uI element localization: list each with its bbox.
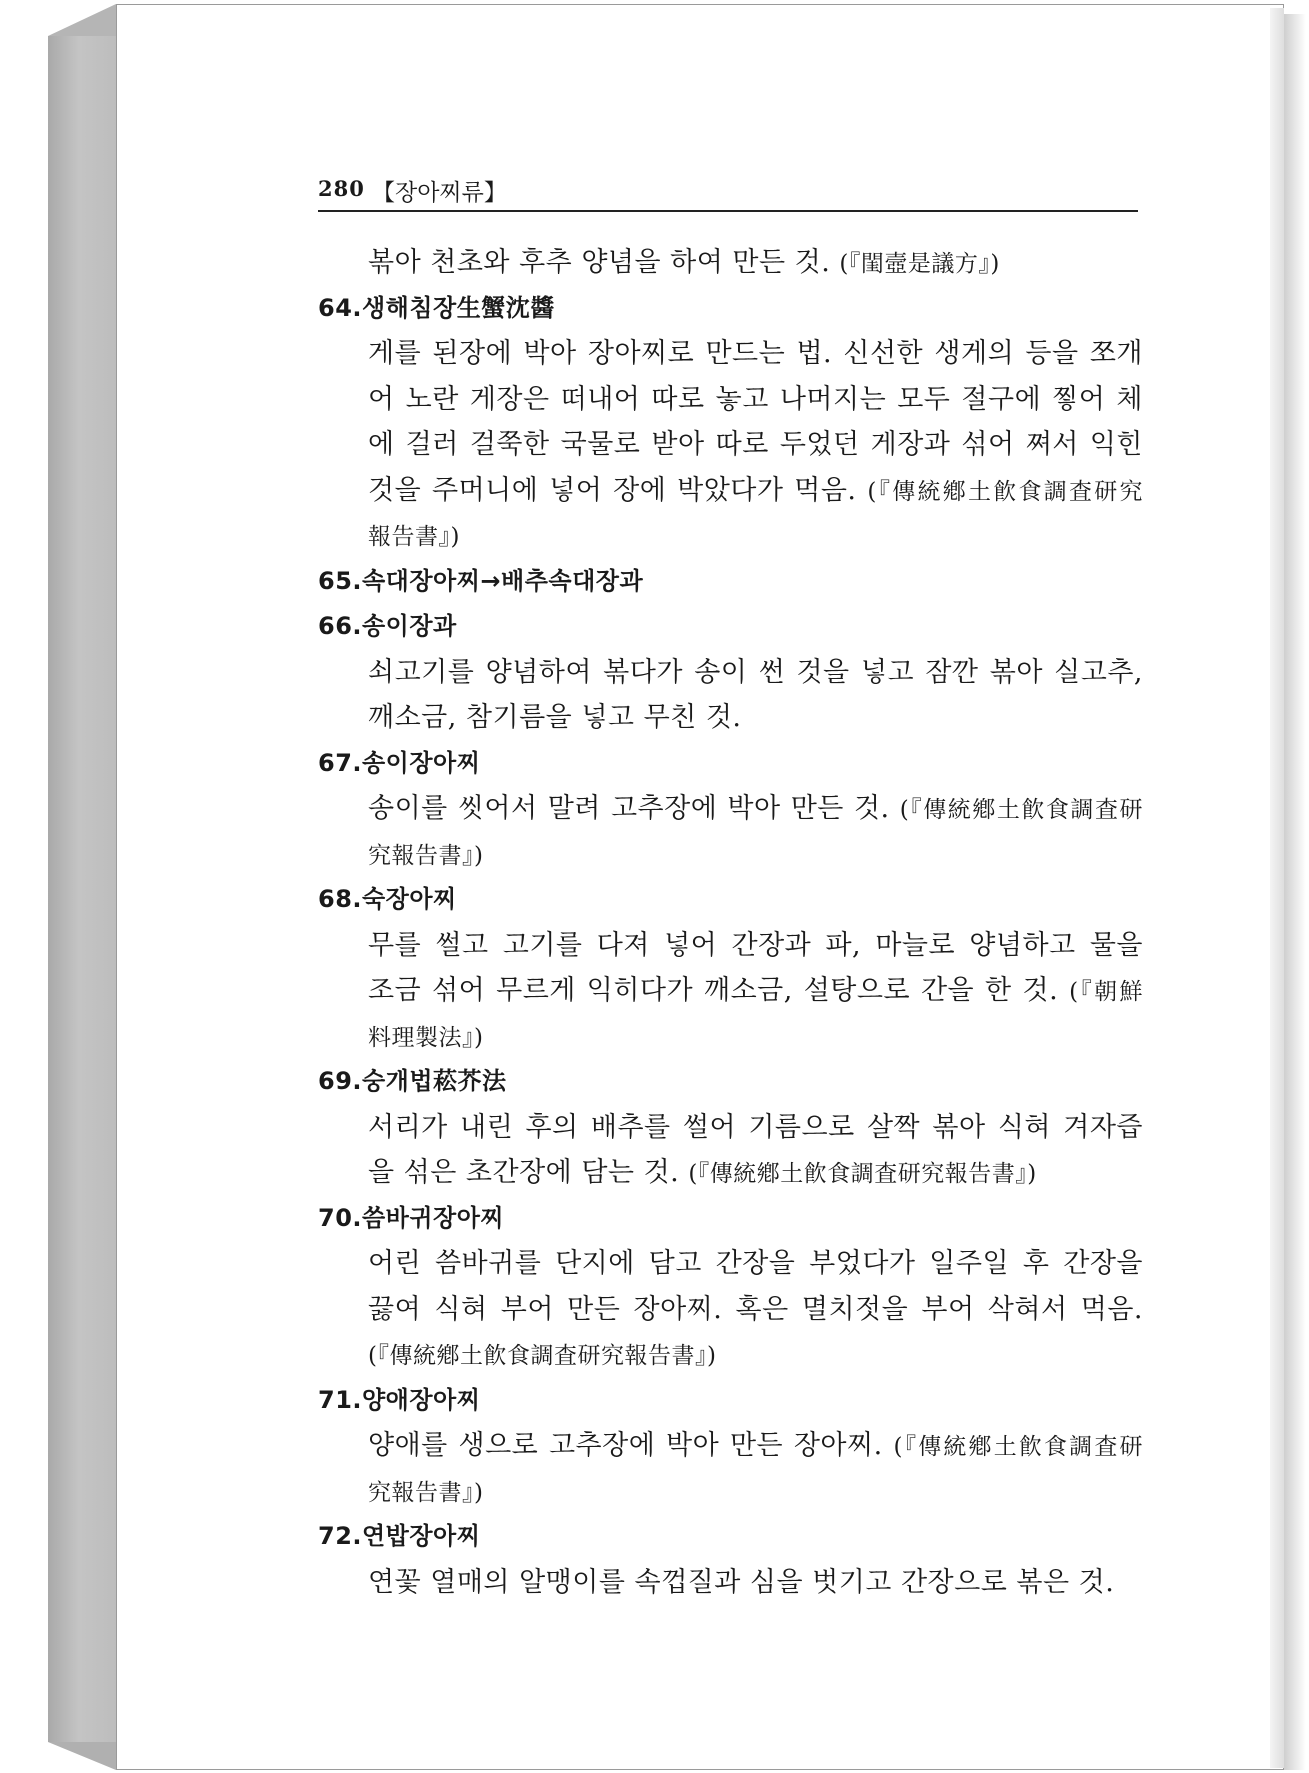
entry-heading <box>318 877 1143 923</box>
citation: (『傳統鄕土飮食調査研究報告書』) <box>368 1343 717 1369</box>
entry-heading <box>318 1196 1143 1242</box>
citation: 究報告書』) <box>368 842 484 869</box>
body-text: 게를 된장에 박아 장아찌로 만드는 법. 신선한 생게의 등을 쪼개 <box>368 338 1143 369</box>
entry-number: 71. <box>318 1385 363 1414</box>
body-line <box>318 1014 1143 1060</box>
body-line <box>318 1332 1143 1378</box>
body-line <box>318 695 1143 741</box>
entry-title: 생해침장生蟹沈醬 <box>362 293 555 322</box>
body-line <box>318 513 1143 559</box>
entry-number: 69. <box>318 1067 363 1095</box>
page-edge <box>1270 8 1284 1768</box>
body-text: 어 노란 게장은 떠내어 따로 놓고 나머지는 모두 절구에 찧어 체 <box>368 383 1143 415</box>
page-number: 280 <box>318 176 365 201</box>
body-text: 무를 썰고 고기를 다져 넣어 간장과 파, 마늘로 양념하고 물을 <box>368 929 1143 961</box>
entry-number: 68. <box>318 885 363 913</box>
body-line <box>318 1423 1143 1469</box>
body-text: 조금 섞어 무르게 익히다가 깨소금, 설탕으로 간을 한 것. <box>368 975 1059 1006</box>
entry-number: 72. <box>318 1522 363 1550</box>
page-shadow <box>1284 14 1306 1770</box>
citation: (『傳統鄕土飮食調査研究報告書』) <box>688 1161 1037 1187</box>
body-line <box>318 468 1143 514</box>
entry-number: 65. <box>318 566 363 595</box>
citation: 究報告書』) <box>368 1479 484 1506</box>
entry-title: 속대장아찌→배추속대장과 <box>362 566 644 595</box>
page-body <box>318 240 1143 1605</box>
body-text: 연꽃 열매의 알맹이를 속껍질과 심을 벗기고 간장으로 볶은 것. <box>368 1566 1115 1598</box>
body-text: 깨소금, 참기름을 넣고 무친 것. <box>368 702 742 733</box>
body-line <box>318 1241 1143 1287</box>
entry-heading <box>318 1378 1143 1424</box>
body-text: 송이를 씻어서 말려 고추장에 박아 만든 것. <box>368 793 890 824</box>
body-line <box>318 832 1143 878</box>
entry-heading <box>318 559 1143 605</box>
body-line <box>318 1150 1143 1196</box>
citation: (『傳統鄕土飮食調査研 <box>893 1434 1143 1460</box>
entry-number: 64. <box>318 293 363 322</box>
body-text: 을 섞은 초간장에 담는 것. <box>368 1157 680 1188</box>
body-line <box>318 422 1143 468</box>
book-spine <box>48 36 116 1742</box>
entry-title: 연밥장아찌 <box>362 1522 481 1550</box>
body-text: 서리가 내린 후의 배추를 썰어 기름으로 살짝 볶아 식혀 겨자즙 <box>368 1111 1143 1143</box>
body-line <box>318 331 1143 377</box>
entry-heading <box>318 1514 1143 1560</box>
entry-heading <box>318 604 1143 650</box>
entry-title: 송이장과 <box>362 612 457 640</box>
body-line <box>318 968 1143 1014</box>
body-line <box>318 786 1143 832</box>
body-line <box>318 923 1143 969</box>
entry-heading <box>318 286 1143 332</box>
citation: (『傳統鄕土飮食調査研 <box>899 797 1143 823</box>
entry-heading <box>318 741 1143 787</box>
body-line <box>318 1105 1143 1151</box>
book-spine-bottom <box>48 1742 116 1770</box>
citation: 報告書』) <box>368 524 460 550</box>
body-line <box>318 1469 1143 1515</box>
body-text: 에 걸러 걸쭉한 국물로 받아 따로 두었던 게장과 섞어 쪄서 익힌 <box>368 429 1143 460</box>
entry-title: 숙장아찌 <box>362 885 457 913</box>
section-title: 【장아찌류】 <box>372 180 507 206</box>
citation: 料理製法』) <box>368 1024 484 1051</box>
body-line <box>318 240 1143 286</box>
body-text: 어린 씀바귀를 단지에 담고 간장을 부었다가 일주일 후 간장을 <box>368 1248 1143 1279</box>
citation: (『朝鮮 <box>1069 979 1143 1005</box>
running-header <box>318 170 1138 212</box>
book-spine-top <box>48 4 116 36</box>
body-text: 끓여 식혀 부어 만든 장아찌. 혹은 멸치젓을 부어 삭혀서 먹음. <box>368 1293 1143 1325</box>
citation: (『閨壼是議方』) <box>839 251 1000 277</box>
body-text: 볶아 천초와 후추 양념을 하여 만든 것. <box>368 247 831 278</box>
body-text: 양애를 생으로 고추장에 박아 만든 장아찌. <box>368 1430 883 1461</box>
entry-number: 70. <box>318 1203 363 1232</box>
entry-number: 67. <box>318 748 363 777</box>
entry-title: 송이장아찌 <box>362 748 481 777</box>
body-line <box>318 650 1143 696</box>
entry-title: 양애장아찌 <box>362 1385 481 1414</box>
body-line <box>318 1287 1143 1333</box>
citation: (『傳統鄕土飮食調査研究 <box>867 478 1143 505</box>
body-line <box>318 1560 1143 1606</box>
body-text: 것을 주머니에 넣어 장에 박았다가 먹음. <box>368 474 857 506</box>
entry-title: 씀바귀장아찌 <box>362 1203 505 1232</box>
entry-number: 66. <box>318 612 363 640</box>
entry-heading <box>318 1059 1143 1105</box>
entry-title: 숭개법菘芥法 <box>362 1067 507 1095</box>
body-text: 쇠고기를 양념하여 볶다가 송이 썬 것을 넣고 잠깐 볶아 실고추, <box>368 656 1143 688</box>
body-line <box>318 377 1143 423</box>
